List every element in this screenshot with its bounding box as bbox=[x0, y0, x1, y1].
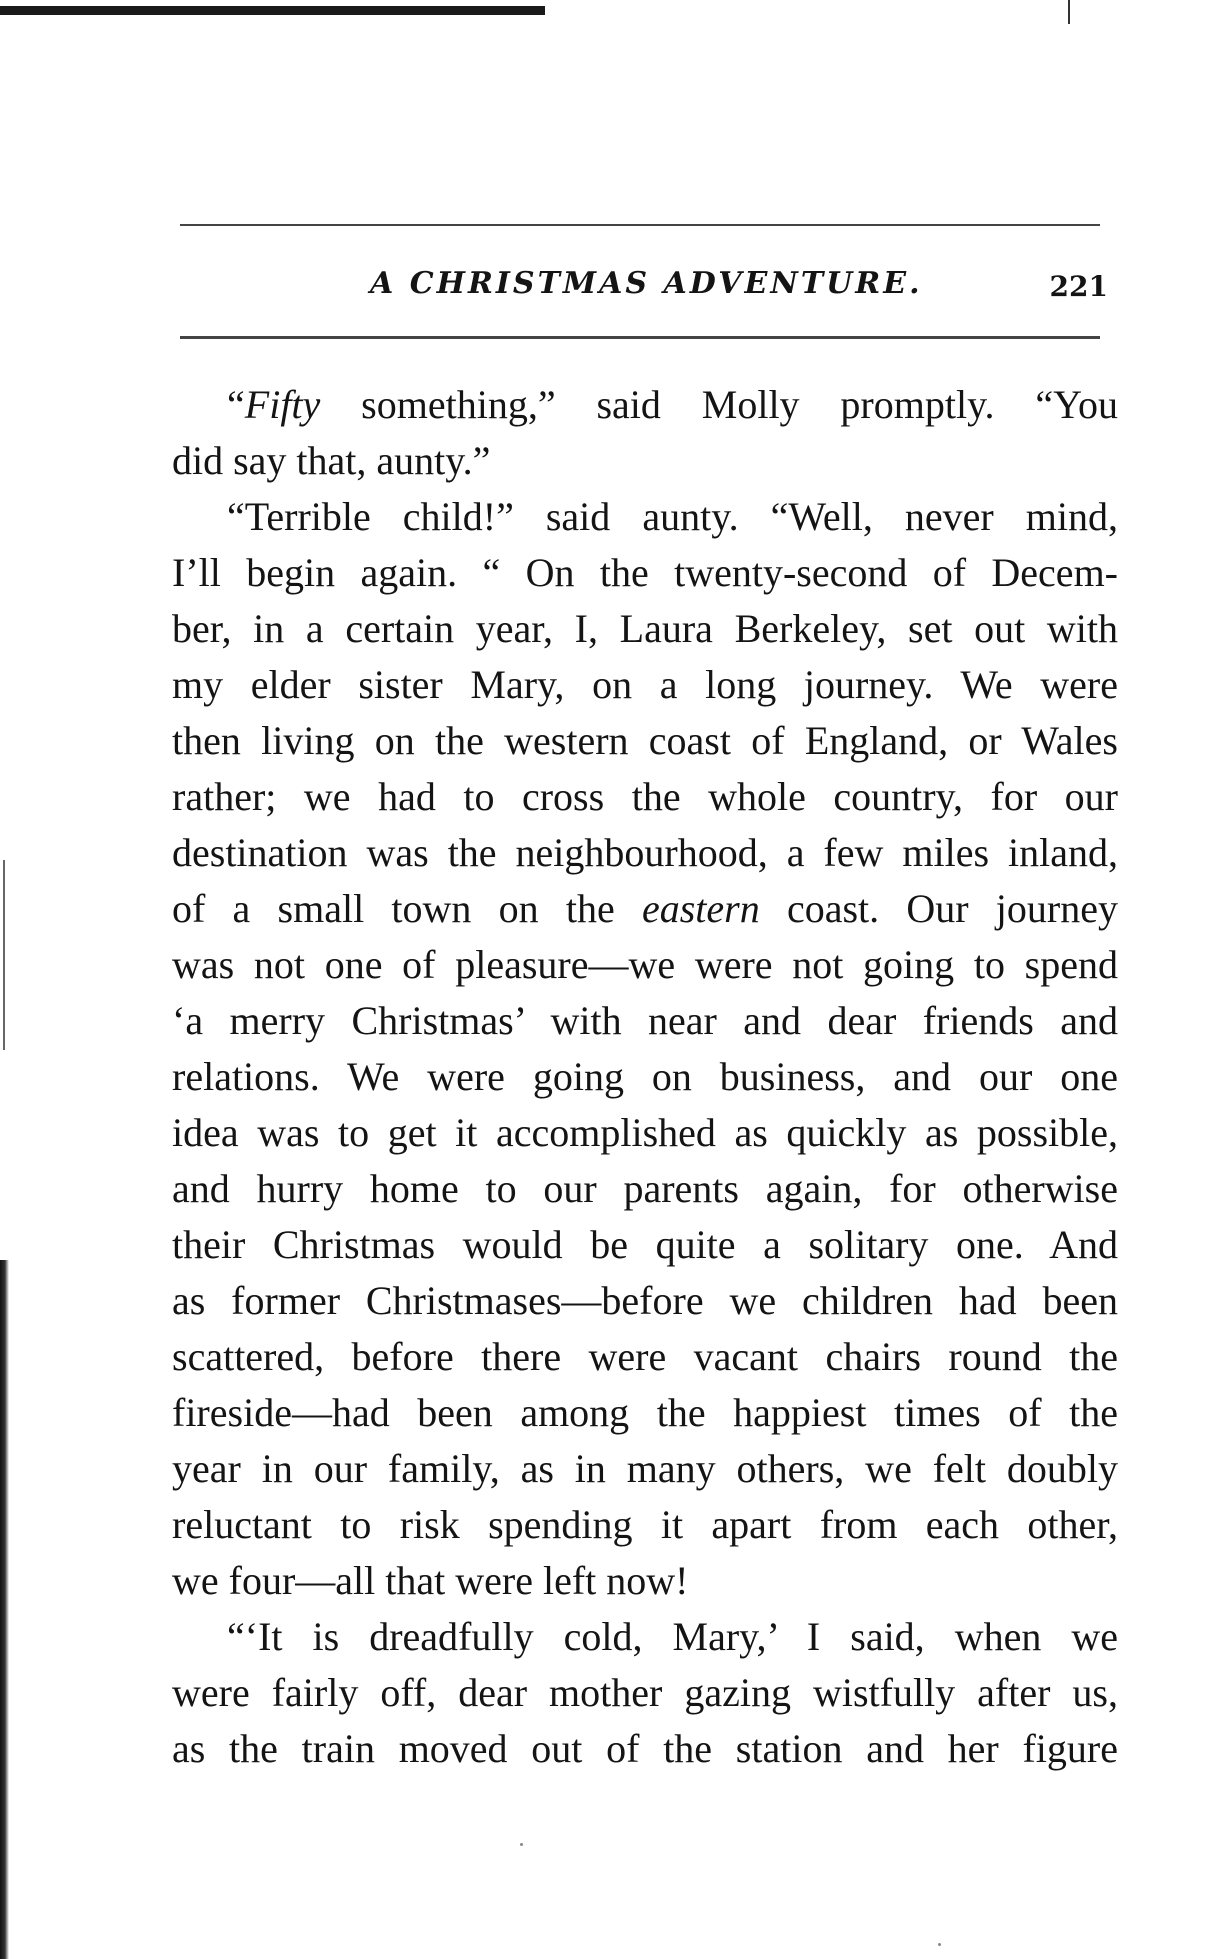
text-line: as the train moved out of the station and her figure bbox=[172, 1726, 1118, 1771]
text-line: “‘It is dreadfully cold, Mary,’ I said, when we bbox=[227, 1614, 1118, 1659]
text-line: ‘a merry Christmas’ with near and dear friends and bbox=[172, 998, 1118, 1043]
text-line: was not one of pleasure—we were not going to spend bbox=[172, 942, 1118, 987]
text-line: “Fifty something,” said Molly promptly. “You bbox=[227, 382, 1118, 427]
running-head: A CHRISTMAS ADVENTURE. bbox=[370, 266, 923, 301]
text-line: destination was the neighbourhood, a few miles inland, bbox=[172, 830, 1118, 875]
header-rule-top bbox=[180, 224, 1100, 226]
text-line: year in our family, as in many others, we felt doubly bbox=[172, 1446, 1118, 1491]
text-line: idea was to get it accomplished as quickly as possible, bbox=[172, 1110, 1118, 1155]
text-line: scattered, before there were vacant chairs round the bbox=[172, 1334, 1118, 1379]
scan-speck bbox=[938, 1943, 941, 1946]
text-line: relations. We were going on business, and our one bbox=[172, 1054, 1118, 1099]
text-line: of a small town on the eastern coast. Our journey bbox=[172, 886, 1118, 931]
page-number: 221 bbox=[1049, 270, 1108, 303]
text-line: were fairly off, dear mother gazing wistfully after us, bbox=[172, 1670, 1118, 1715]
text-line: as former Christmases—before we children had been bbox=[172, 1278, 1118, 1323]
text-line: reluctant to risk spending it apart from each other, bbox=[172, 1502, 1118, 1547]
header-rule-bottom bbox=[180, 336, 1100, 339]
body-text bbox=[172, 377, 1118, 1777]
text-line: my elder sister Mary, on a long journey. We were bbox=[172, 662, 1118, 707]
emphasis: Fifty bbox=[244, 382, 321, 427]
text-line: rather; we had to cross the whole country, for our bbox=[172, 774, 1118, 819]
text-line: I’ll begin again. “ On the twenty-second of Decem- bbox=[172, 550, 1118, 595]
text-line: fireside—had been among the happiest times of the bbox=[172, 1390, 1118, 1435]
text-line: their Christmas would be quite a solitary one. And bbox=[172, 1222, 1118, 1267]
text-line: we four—all that were left now! bbox=[172, 1558, 689, 1603]
scan-speck bbox=[520, 1843, 523, 1846]
emphasis: eastern bbox=[641, 886, 760, 931]
text-line: ber, in a certain year, I, Laura Berkeley, set out with bbox=[172, 606, 1118, 651]
text-line: and hurry home to our parents again, for otherwise bbox=[172, 1166, 1118, 1211]
text-line: then living on the western coast of England, or Wales bbox=[172, 718, 1118, 763]
text-line: “Terrible child!” said aunty. “Well, never mind, bbox=[227, 494, 1118, 539]
text-line: did say that, aunty.” bbox=[172, 438, 491, 483]
